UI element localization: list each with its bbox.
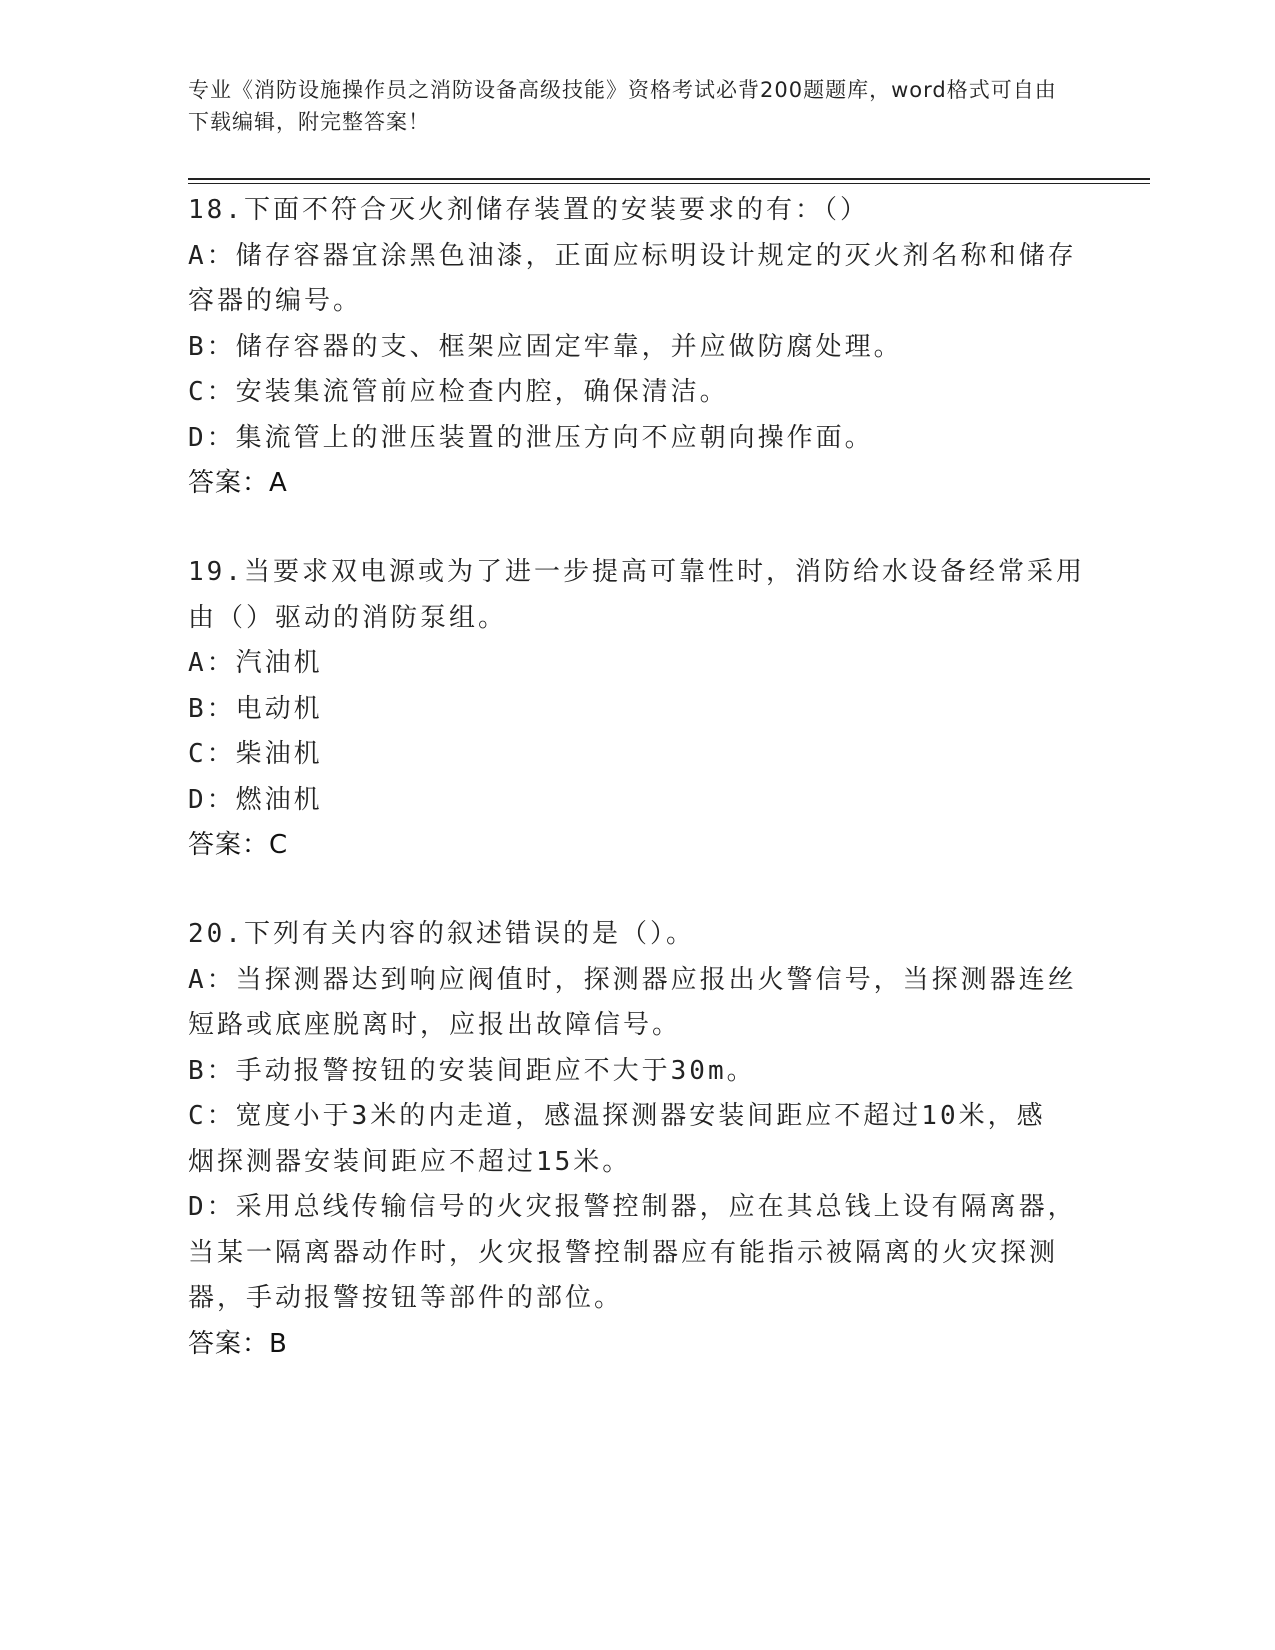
answer-line: 答案：A bbox=[188, 468, 288, 498]
option-d: D：燃油机 bbox=[188, 784, 323, 815]
question-20 bbox=[188, 912, 1088, 1367]
option-d-continued: 当某一隔离器动作时，火灾报警控制器应有能指示被隔离的火灾探测 bbox=[188, 1237, 1059, 1268]
question-stem: 19.当要求双电源或为了进一步提高可靠性时，消防给水设备经常采用 bbox=[188, 557, 1085, 587]
option-a: A：当探测器达到响应阀值时，探测器应报出火警信号，当探测器连丝 bbox=[188, 964, 1077, 995]
option-a: A：储存容器宜涂黑色油漆，正面应标明设计规定的灭火剂名称和储存 bbox=[188, 240, 1077, 271]
document-header: 专业《消防设施操作员之消防设备高级技能》资格考试必背200题题库，word格式可自由下载编辑，附完整答案！ bbox=[188, 78, 1057, 134]
option-a-continued: 短路或底座脱离时，应报出故障信号。 bbox=[188, 1010, 682, 1040]
header-rule-thick bbox=[188, 178, 1150, 180]
option-d-continued: 器，手动报警按钮等部件的部位。 bbox=[188, 1283, 624, 1313]
option-b: B：电动机 bbox=[188, 693, 323, 724]
answer-line: 答案：B bbox=[188, 1328, 288, 1359]
question-19 bbox=[188, 550, 1088, 868]
option-b: B：储存容器的支、框架应固定牢靠，并应做防腐处理。 bbox=[188, 331, 903, 362]
option-c: C：宽度小于3米的内走道，感温探测器安装间距应不超过10米，感 bbox=[188, 1101, 1046, 1131]
option-c: C：柴油机 bbox=[188, 739, 323, 769]
question-stem: 20.下列有关内容的叙述错误的是（）。 bbox=[188, 919, 695, 949]
option-a-continued: 容器的编号。 bbox=[188, 286, 363, 316]
question-stem: 18.下面不符合灭火剂储存装置的安装要求的有：（） bbox=[188, 195, 869, 225]
answer-line: 答案：C bbox=[188, 830, 289, 860]
option-c: C：安装集流管前应检查内腔，确保清洁。 bbox=[188, 377, 729, 407]
question-18 bbox=[188, 188, 1088, 506]
option-c-continued: 烟探测器安装间距应不超过15米。 bbox=[188, 1146, 632, 1177]
option-d: D：集流管上的泄压装置的泄压方向不应朝向操作面。 bbox=[188, 422, 874, 453]
question-list bbox=[188, 188, 1088, 1411]
question-stem-continued: 由（）驱动的消防泵组。 bbox=[188, 602, 508, 633]
option-d: D：采用总线传输信号的火灾报警控制器，应在其总钱上设有隔离器， bbox=[188, 1192, 1077, 1222]
option-b: B：手动报警按钮的安装间距应不大于30m。 bbox=[188, 1055, 756, 1086]
option-a: A：汽油机 bbox=[188, 648, 323, 678]
header-rule-thin bbox=[188, 183, 1150, 184]
